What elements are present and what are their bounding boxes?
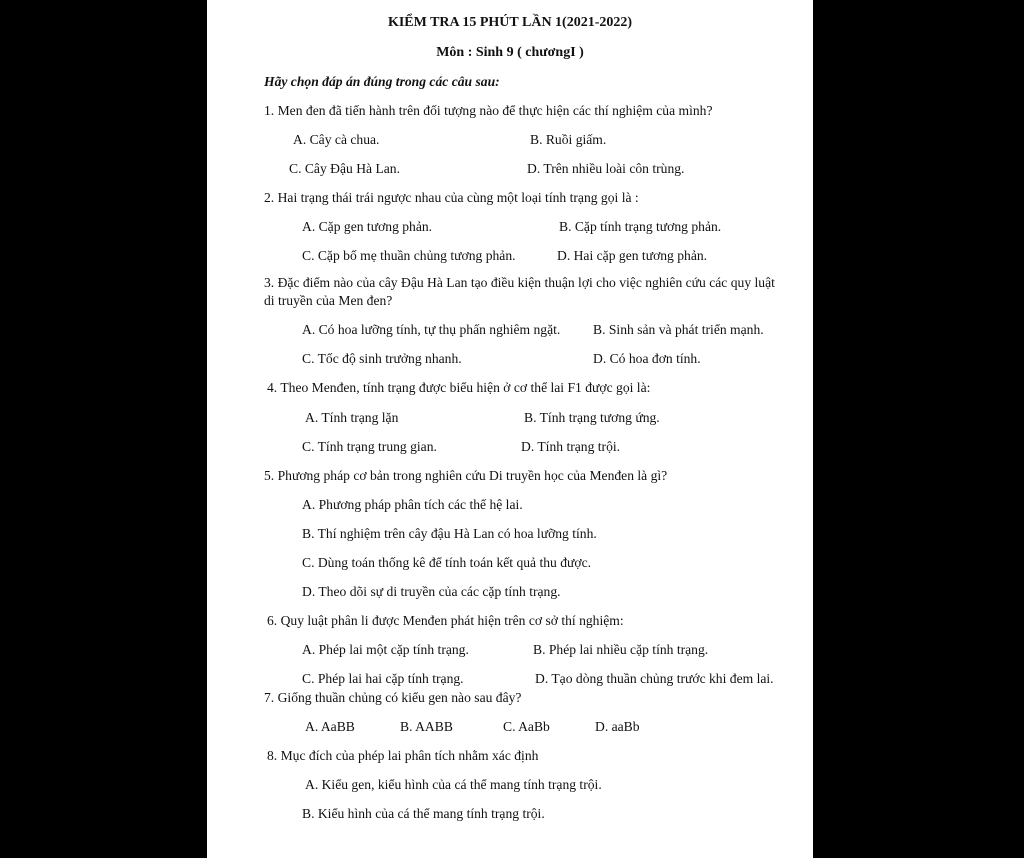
q6-option-a: A. Phép lai một cặp tính trạng.: [302, 642, 469, 657]
question-3: 3. Đặc điểm nào của cây Đậu Hà Lan tạo điều kiện thuận lợi cho việc nghiên cứu các quy luật di truyền của Men đen?: [264, 275, 775, 308]
question-8: 8. Mục đích của phép lai phân tích nhằm xác định: [267, 748, 539, 763]
q5-option-d: D. Theo dõi sự di truyền của các cặp tính trạng.: [302, 584, 561, 599]
q7-option-b: B. AABB: [400, 719, 453, 734]
q7-option-a: A. AaBB: [305, 719, 355, 734]
question-2: 2. Hai trạng thái trái ngược nhau của cùng một loại tính trạng gọi là :: [264, 190, 639, 205]
question-4: 4. Theo Menđen, tính trạng được biểu hiện ở cơ thể lai F1 được gọi là:: [267, 380, 651, 395]
q6-option-b: B. Phép lai nhiều cặp tính trạng.: [533, 642, 709, 657]
q3-option-b: B. Sinh sản và phát triển mạnh.: [593, 322, 764, 337]
q6-option-d: D. Tạo dòng thuần chủng trước khi đem lai.: [535, 671, 774, 686]
q5-option-a: A. Phương pháp phân tích các thế hệ lai.: [302, 497, 523, 512]
q2-option-b: B. Cặp tính trạng tương phản.: [559, 219, 722, 234]
q1-option-a: A. Cây cà chua.: [293, 132, 380, 147]
exam-title: KIỂM TRA 15 PHÚT LẦN 1(2021-2022): [387, 15, 633, 30]
q5-option-b: B. Thí nghiệm trên cây đậu Hà Lan có hoa lưỡng tính.: [302, 526, 597, 541]
q7-option-d: D. aaBb: [595, 719, 640, 734]
q4-option-d: D. Tính trạng trội.: [521, 439, 621, 454]
question-7: 7. Giống thuần chủng có kiểu gen nào sau đây?: [264, 690, 522, 705]
q4-option-a: A. Tính trạng lặn: [305, 410, 399, 425]
q3-option-c: C. Tốc độ sinh trưởng nhanh.: [302, 351, 462, 366]
exam-subtitle: Môn : Sinh 9 ( chươngI ): [436, 45, 584, 60]
q1-option-d: D. Trên nhiều loài côn trùng.: [527, 161, 685, 176]
q7-option-c: C. AaBb: [503, 719, 550, 734]
q1-option-c: C. Cây Đậu Hà Lan.: [289, 161, 400, 176]
exam-paper: [207, 0, 813, 858]
q4-option-b: B. Tính trạng tương ứng.: [524, 410, 660, 425]
question-5: 5. Phương pháp cơ bản trong nghiên cứu Di truyền học của Menđen là gì?: [264, 468, 668, 483]
q3-option-a: A. Có hoa lưỡng tính, tự thụ phấn nghiêm ngặt.: [302, 322, 561, 337]
q4-option-c: C. Tính trạng trung gian.: [302, 439, 437, 454]
q6-option-c: C. Phép lai hai cặp tính trạng.: [302, 671, 464, 686]
question-1: 1. Men đen đã tiến hành trên đối tượng nào để thực hiện các thí nghiệm của mình?: [264, 103, 713, 118]
q5-option-c: C. Dùng toán thống kê để tính toán kết quả thu được.: [302, 555, 592, 570]
q8-option-b: B. Kiểu hình của cá thể mang tính trạng trội.: [302, 806, 545, 821]
q3-option-d: D. Có hoa đơn tính.: [593, 351, 701, 366]
q8-option-a: A. Kiểu gen, kiểu hình của cá thể mang tính trạng trội.: [305, 777, 602, 792]
q1-option-b: B. Ruồi giấm.: [530, 132, 607, 147]
q2-option-a: A. Cặp gen tương phản.: [302, 219, 433, 234]
instruction-text: Hãy chọn đáp án đúng trong các câu sau:: [264, 74, 500, 89]
q2-option-d: D. Hai cặp gen tương phản.: [557, 248, 708, 263]
question-6: 6. Quy luật phân li được Menđen phát hiện trên cơ sở thí nghiệm:: [267, 613, 624, 628]
q2-option-c: C. Cặp bố mẹ thuần chủng tương phản.: [302, 248, 516, 263]
